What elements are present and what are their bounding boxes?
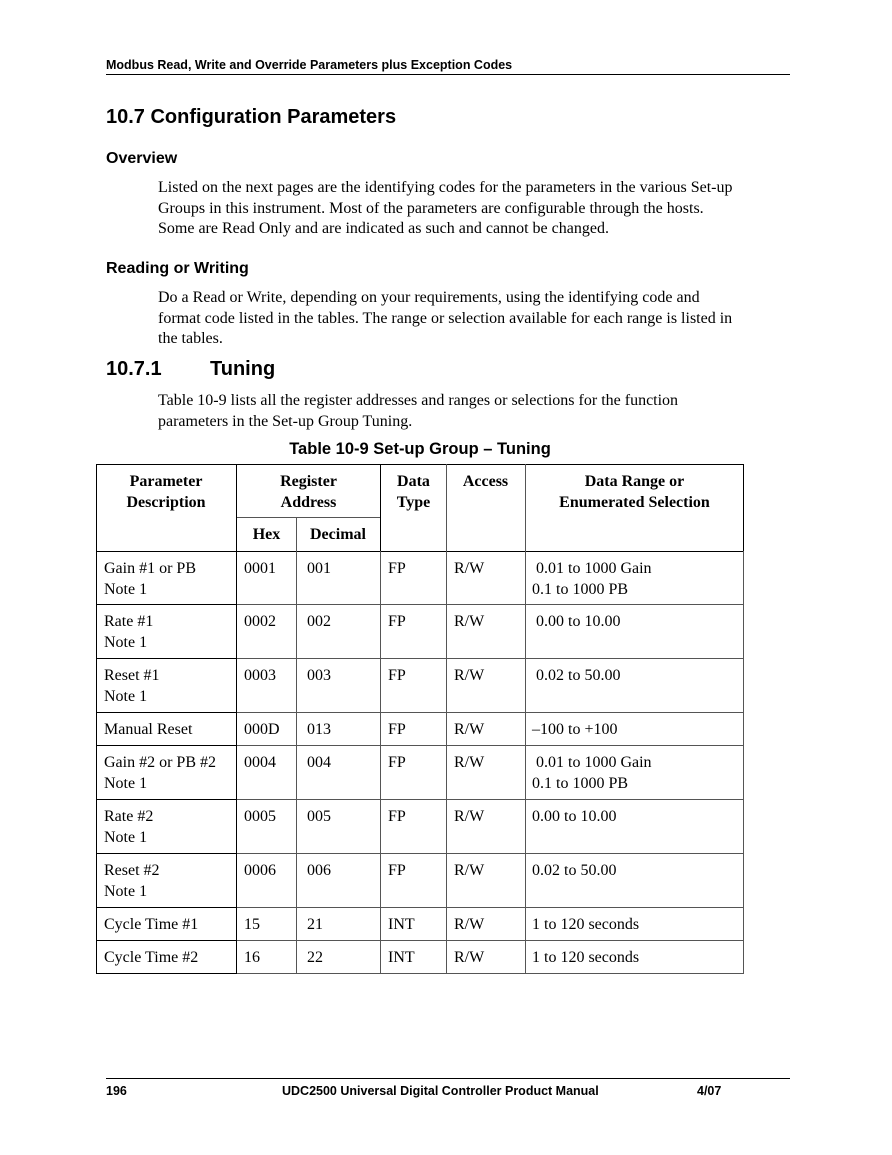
overview-paragraph xyxy=(158,178,790,240)
reading-line: the tables. xyxy=(158,330,223,347)
reading-paragraph xyxy=(158,288,790,350)
cell-parameter: Manual Reset xyxy=(104,721,193,738)
page-number: 196 xyxy=(106,1084,127,1098)
grid-line xyxy=(237,940,744,941)
cell-data-range: 0.02 to 50.00 xyxy=(532,862,617,879)
running-header: Modbus Read, Write and Override Parameters plus Exception Codes xyxy=(106,58,513,72)
grid-line xyxy=(743,464,744,552)
cell-hex: 0003 xyxy=(244,667,276,684)
cell-data-range: 0.02 to 50.00 xyxy=(532,667,621,684)
tuning-table xyxy=(96,464,744,976)
cell-decimal: 005 xyxy=(307,808,331,825)
header-access: Access xyxy=(462,473,509,490)
cell-access: R/W xyxy=(454,949,485,966)
grid-line xyxy=(96,551,744,552)
subsection-number: 10.7.1 xyxy=(106,358,162,380)
cell-data-type: INT xyxy=(388,916,415,933)
cell-decimal: 006 xyxy=(307,862,331,879)
subsection-line: Table 10-9 lists all the register addresses and ranges or selections for the function xyxy=(158,392,679,409)
cell-parameter: Rate #2 Note 1 xyxy=(104,808,154,846)
grid-line xyxy=(96,853,237,854)
section-title: 10.7 Configuration Parameters xyxy=(106,106,397,128)
reading-heading: Reading or Writing xyxy=(106,260,249,277)
overview-line: Some are Read Only and are indicated as such and cannot be changed. xyxy=(158,220,609,237)
publication-date: 4/07 xyxy=(697,1084,722,1098)
overview-line: Groups in this instrument. Most of the parameters are configurable through the hosts. xyxy=(158,199,704,217)
grid-line xyxy=(380,551,381,974)
grid-line xyxy=(237,745,744,746)
cell-parameter: Gain #1 or PB Note 1 xyxy=(104,560,196,598)
cell-parameter: Rate #1 Note 1 xyxy=(104,613,154,651)
cell-decimal: 001 xyxy=(307,560,331,577)
header-register-address: Register Address xyxy=(280,473,337,511)
grid-line xyxy=(96,658,237,659)
cell-hex: 15 xyxy=(244,916,260,933)
grid-line xyxy=(96,464,744,465)
grid-line xyxy=(237,658,744,659)
cell-data-range: –100 to +100 xyxy=(532,721,618,738)
cell-data-type: FP xyxy=(388,808,406,825)
cell-parameter: Reset #1 Note 1 xyxy=(104,667,160,705)
cell-hex: 0005 xyxy=(244,808,276,825)
grid-line xyxy=(237,604,744,605)
grid-line xyxy=(96,799,237,800)
cell-data-type: INT xyxy=(388,949,415,966)
grid-line xyxy=(96,940,237,941)
header-parameter-description: Parameter Description xyxy=(126,473,206,511)
cell-access: R/W xyxy=(454,916,485,933)
grid-line xyxy=(296,517,297,551)
manual-title: UDC2500 Universal Digital Controller Product Manual xyxy=(282,1084,599,1098)
grid-line xyxy=(446,464,447,552)
grid-line xyxy=(237,907,744,908)
cell-decimal: 21 xyxy=(307,916,323,933)
cell-access: R/W xyxy=(454,560,485,577)
header-hex: Hex xyxy=(252,526,281,543)
grid-line xyxy=(96,464,97,974)
header-data-type: Data Type xyxy=(396,473,431,511)
cell-parameter: Cycle Time #1 xyxy=(104,916,199,933)
cell-access: R/W xyxy=(454,754,485,771)
reading-line: format code listed in the tables. The range or selection available for each range is listed in xyxy=(158,309,733,327)
cell-decimal: 22 xyxy=(307,949,323,966)
cell-parameter: Gain #2 or PB #2 Note 1 xyxy=(104,754,216,792)
grid-line xyxy=(380,464,381,552)
cell-hex: 000D xyxy=(244,721,280,738)
grid-line xyxy=(237,973,744,974)
cell-parameter: Reset #2 Note 1 xyxy=(104,862,160,900)
grid-line xyxy=(237,517,380,518)
overview-heading: Overview xyxy=(106,150,178,167)
cell-hex: 0002 xyxy=(244,613,276,630)
footer-rule xyxy=(106,1078,790,1079)
grid-line xyxy=(237,799,744,800)
grid-line xyxy=(237,853,744,854)
cell-data-range: 0.00 to 10.00 xyxy=(532,808,617,825)
cell-hex: 0004 xyxy=(244,754,276,771)
cell-data-type: FP xyxy=(388,560,406,577)
grid-line xyxy=(743,551,744,974)
cell-access: R/W xyxy=(454,808,485,825)
cell-hex: 16 xyxy=(244,949,260,966)
cell-decimal: 002 xyxy=(307,613,331,630)
reading-line: Do a Read or Write, depending on your requirements, using the identifying code and xyxy=(158,289,700,306)
grid-line xyxy=(236,464,237,552)
grid-line xyxy=(237,712,744,713)
subsection-title: Tuning xyxy=(210,358,276,380)
cell-decimal: 003 xyxy=(307,667,331,684)
header-data-range: Data Range or Enumerated Selection xyxy=(559,473,710,511)
cell-data-range: 0.01 to 1000 Gain 0.1 to 1000 PB xyxy=(532,560,652,598)
header-decimal: Decimal xyxy=(310,526,366,543)
grid-line xyxy=(96,745,237,746)
grid-line xyxy=(525,464,526,552)
cell-parameter: Cycle Time #2 xyxy=(104,949,199,966)
grid-line xyxy=(236,551,237,974)
cell-data-range: 0.00 to 10.00 xyxy=(532,613,621,630)
grid-line xyxy=(296,551,297,974)
cell-data-range: 1 to 120 seconds xyxy=(532,916,640,933)
grid-line xyxy=(446,551,447,974)
cell-data-range: 0.01 to 1000 Gain 0.1 to 1000 PB xyxy=(532,754,652,792)
cell-access: R/W xyxy=(454,862,485,879)
cell-decimal: 004 xyxy=(307,754,331,771)
grid-line xyxy=(96,712,237,713)
grid-line xyxy=(96,973,237,974)
overview-line: Listed on the next pages are the identifying codes for the parameters in the various Set-up xyxy=(158,179,733,196)
cell-access: R/W xyxy=(454,613,485,630)
subsection-paragraph xyxy=(158,391,790,432)
cell-data-type: FP xyxy=(388,667,406,684)
grid-line xyxy=(525,551,526,974)
cell-data-type: FP xyxy=(388,613,406,630)
cell-data-type: FP xyxy=(388,862,406,879)
header-rule xyxy=(106,74,790,75)
grid-line xyxy=(96,907,237,908)
cell-hex: 0006 xyxy=(244,862,276,879)
cell-access: R/W xyxy=(454,667,485,684)
cell-hex: 0001 xyxy=(244,560,276,577)
cell-decimal: 013 xyxy=(307,721,331,738)
cell-access: R/W xyxy=(454,721,485,738)
table-caption: Table 10-9 Set-up Group – Tuning xyxy=(289,440,551,458)
cell-data-type: FP xyxy=(388,754,406,771)
grid-line xyxy=(96,604,237,605)
cell-data-range: 1 to 120 seconds xyxy=(532,949,640,966)
cell-data-type: FP xyxy=(388,721,406,738)
subsection-line: parameters in the Set-up Group Tuning. xyxy=(158,412,413,430)
